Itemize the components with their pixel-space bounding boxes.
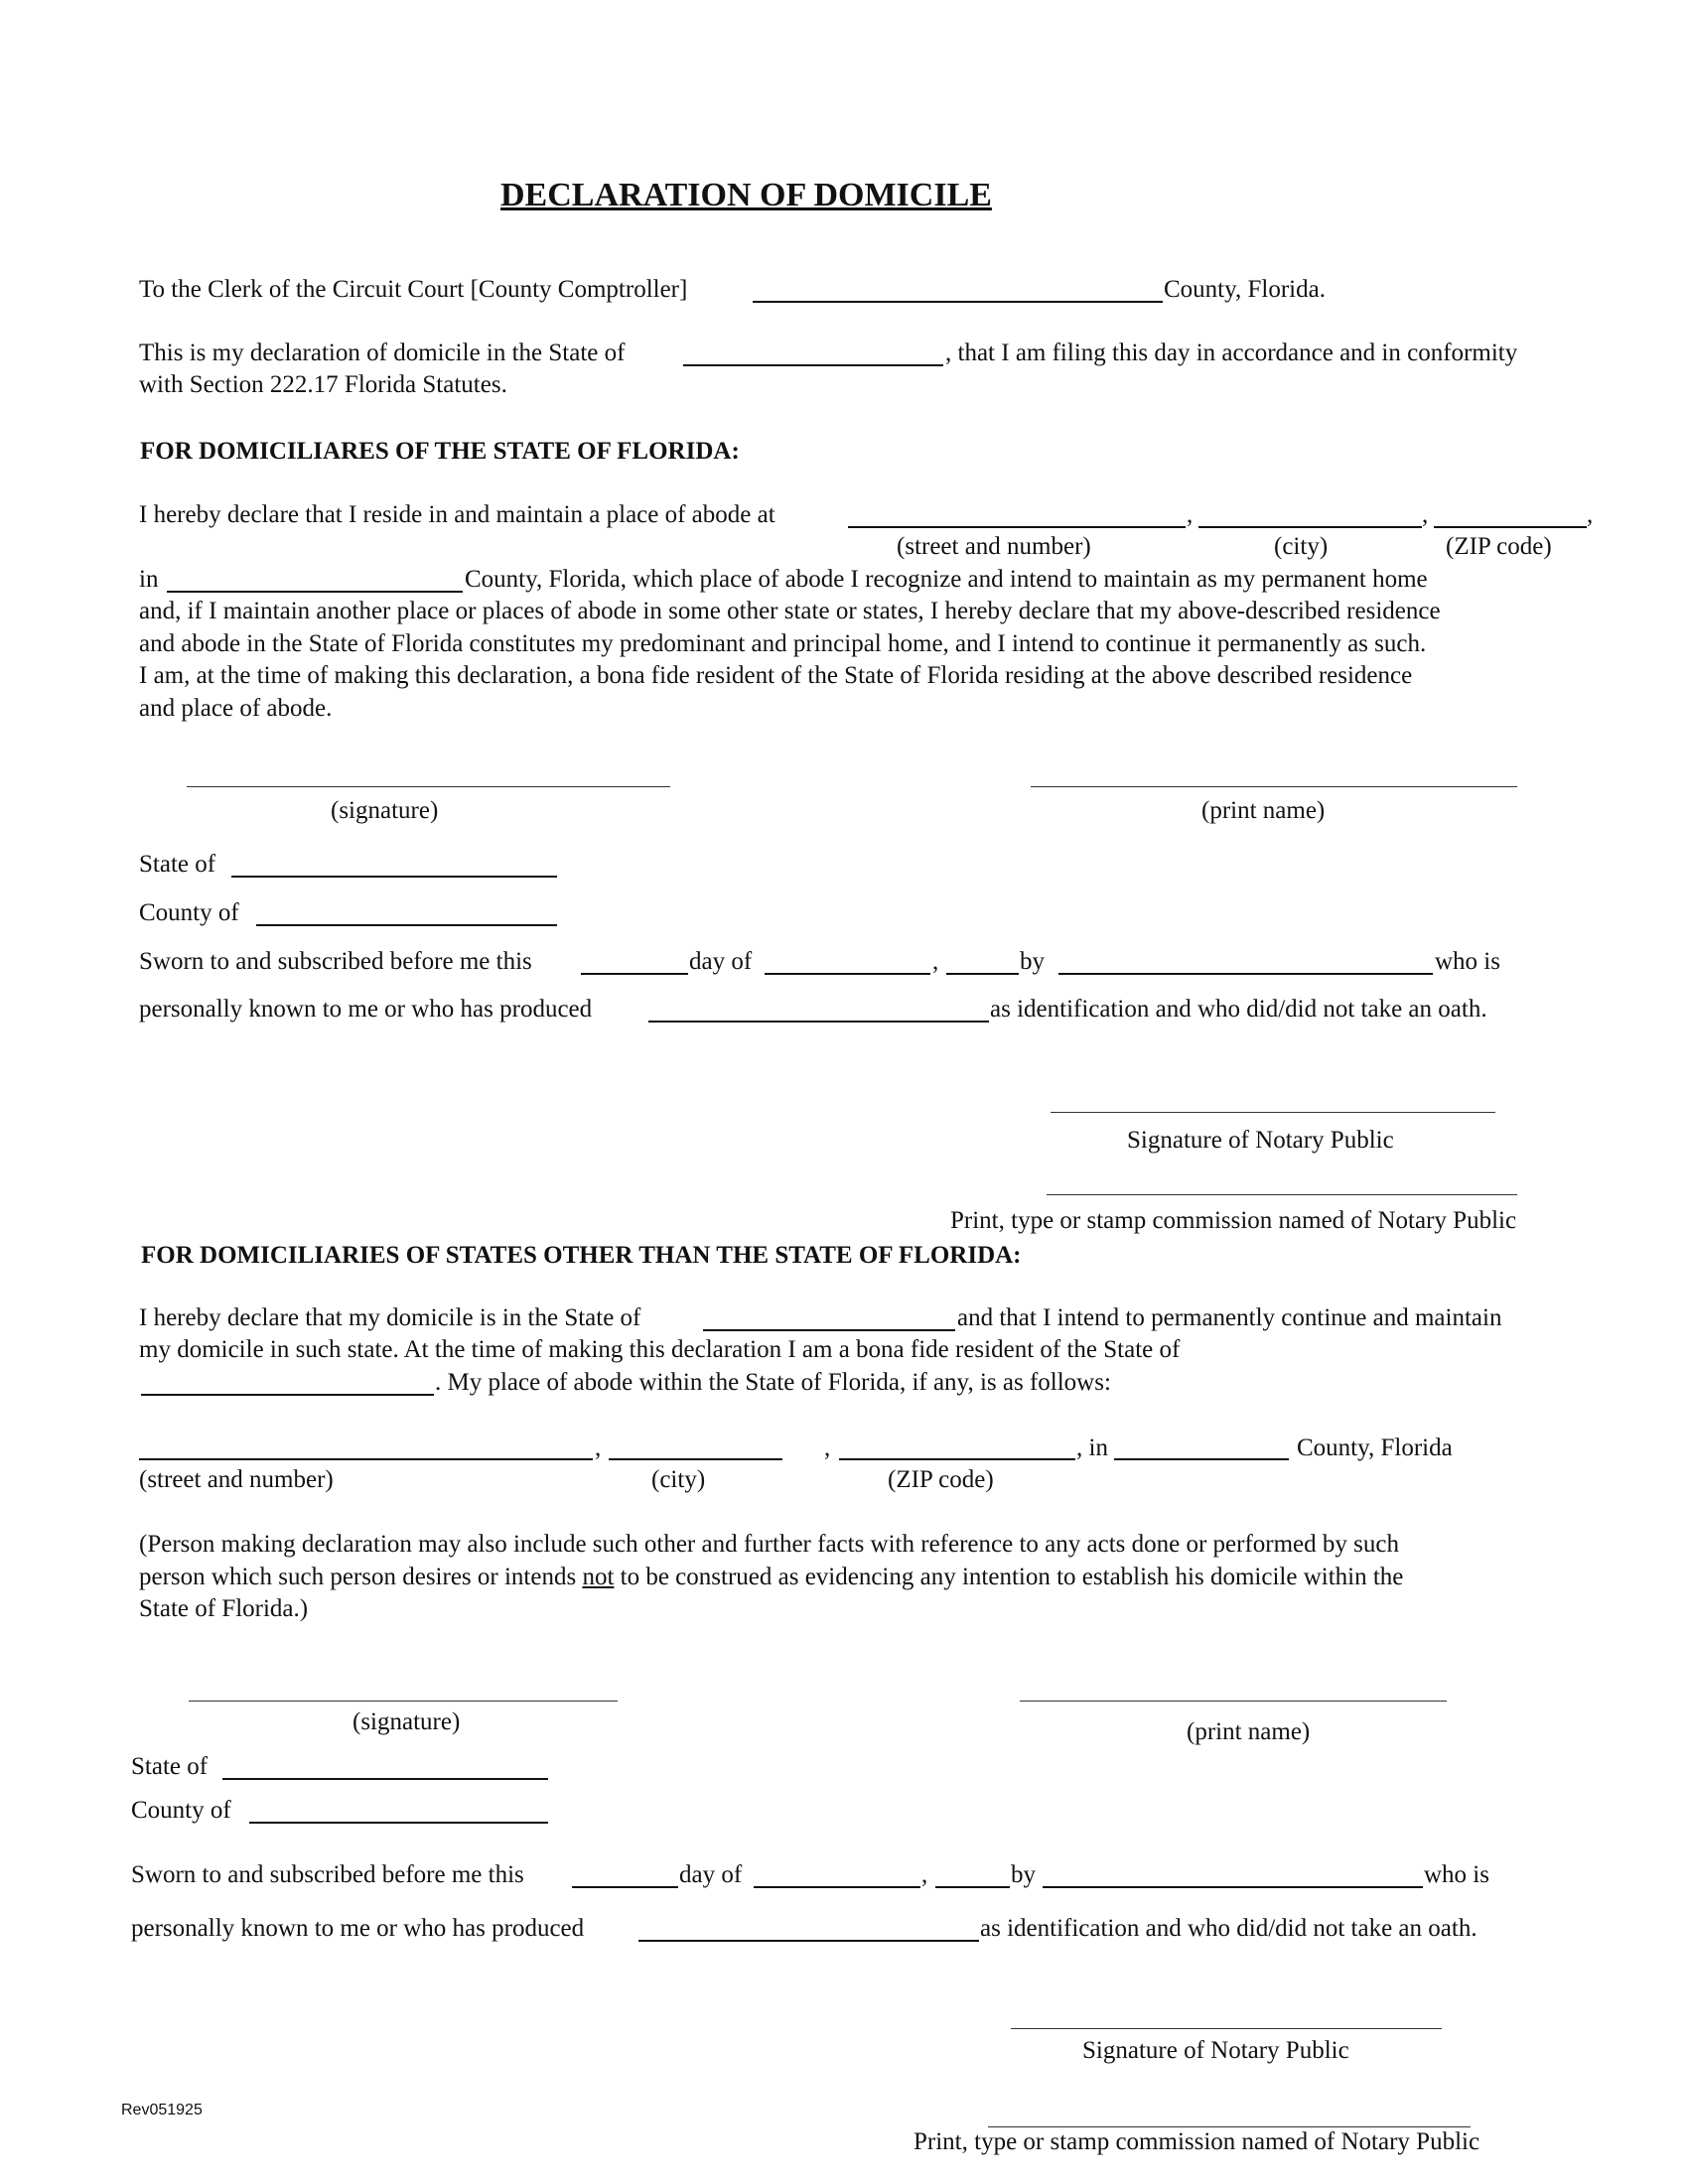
clerk-suffix: County, Florida. <box>1164 276 1326 303</box>
year-field[interactable] <box>946 973 1019 975</box>
by-name-field[interactable] <box>1058 973 1433 975</box>
other-zip-field[interactable] <box>839 1458 1075 1460</box>
in-word: , in <box>1076 1434 1108 1461</box>
comma: , <box>921 1861 928 1888</box>
comma: , <box>932 948 939 975</box>
caption-zip: (ZIP code) <box>1446 533 1552 560</box>
in-word: in <box>139 566 159 593</box>
state-of-field[interactable] <box>222 1778 548 1780</box>
signature-line[interactable] <box>187 786 670 787</box>
print-name-caption: (print name) <box>1187 1718 1311 1745</box>
paragraph-line: I am, at the time of making this declaration, a bona fide resident of the State of Florida residing at the above described residence <box>139 662 1413 689</box>
by-text: by <box>1011 1861 1036 1888</box>
paragraph-line: and, if I maintain another place or places of abode in some other state or states, I hereby declare that my above-described residence <box>139 598 1441 624</box>
note-line: (Person making declaration may also include such other and further facts with reference to any acts done or performed by such <box>139 1531 1399 1558</box>
day-of-text: day of <box>679 1861 743 1888</box>
print-name-line[interactable] <box>1020 1701 1447 1702</box>
county-florida-text: County, Florida <box>1297 1434 1453 1461</box>
caption-city: (city) <box>1274 533 1329 560</box>
signature-caption: (signature) <box>352 1708 461 1735</box>
county-of-label: County of <box>131 1797 231 1824</box>
fl-zip-field[interactable] <box>1434 526 1587 528</box>
notary-print-line[interactable] <box>1047 1194 1517 1195</box>
note-not-underlined: not <box>582 1564 615 1590</box>
other-resident-state-field[interactable] <box>141 1394 434 1396</box>
comma: , <box>1422 501 1429 528</box>
who-is-text: who is <box>1424 1861 1489 1888</box>
other-states-heading: FOR DOMICILIARIES OF STATES OTHER THAN THE STATE OF FLORIDA: <box>141 1242 1022 1269</box>
identification-field[interactable] <box>638 1940 979 1942</box>
florida-heading: FOR DOMICILIARES OF THE STATE OF FLORIDA: <box>140 438 740 465</box>
fl-street-field[interactable] <box>848 526 1186 528</box>
notary-print-caption: Print, type or stamp commission named of Notary Public <box>914 2128 1480 2155</box>
notary-signature-caption: Signature of Notary Public <box>1082 2037 1349 2064</box>
other-line-3: . My place of abode within the State of Florida, if any, is as follows: <box>435 1369 1111 1396</box>
county-of-label: County of <box>139 899 239 926</box>
county-of-field[interactable] <box>249 1822 548 1824</box>
other-county-field[interactable] <box>1114 1458 1289 1460</box>
declaration-line-2: with Section 222.17 Florida Statutes. <box>139 371 507 398</box>
declaration-prefix: This is my declaration of domicile in the State of <box>139 340 626 366</box>
notary-print-caption: Print, type or stamp commission named of Notary Public <box>950 1207 1517 1234</box>
caption-zip: (ZIP code) <box>888 1466 994 1493</box>
note-line <box>139 1565 1403 1589</box>
other-city-field[interactable] <box>609 1458 782 1460</box>
print-name-caption: (print name) <box>1201 797 1326 824</box>
other-line-1-suffix: and that I intend to permanently continue and maintain <box>957 1304 1502 1331</box>
abode-prefix: I hereby declare that I reside in and maintain a place of abode at <box>139 501 775 528</box>
county-name-field[interactable] <box>753 301 1163 303</box>
day-of-text: day of <box>689 948 753 975</box>
notary-print-line[interactable] <box>988 2126 1471 2127</box>
year-field[interactable] <box>935 1886 1010 1888</box>
print-name-line[interactable] <box>1031 786 1517 787</box>
note-text: person which such person desires or intends <box>139 1564 583 1590</box>
signature-caption: (signature) <box>331 797 439 824</box>
note-line: State of Florida.) <box>139 1595 309 1622</box>
day-field[interactable] <box>581 973 688 975</box>
caption-street: (street and number) <box>139 1466 334 1493</box>
other-line-1: I hereby declare that my domicile is in the State of <box>139 1304 641 1331</box>
other-street-field[interactable] <box>139 1458 593 1460</box>
county-suffix: County, Florida, which place of abode I recognize and intend to maintain as my permanent home <box>465 566 1428 593</box>
who-is-text: who is <box>1435 948 1500 975</box>
sworn-text: Sworn to and subscribed before me this <box>131 1861 524 1888</box>
notary-signature-line[interactable] <box>1011 2028 1442 2029</box>
produced-text: personally known to me or who has produced <box>131 1915 585 1942</box>
comma: , <box>595 1434 602 1461</box>
caption-street: (street and number) <box>897 533 1091 560</box>
identification-field[interactable] <box>648 1021 989 1023</box>
notary-signature-line[interactable] <box>1051 1112 1495 1113</box>
page-title: DECLARATION OF DOMICILE <box>500 177 992 213</box>
paragraph-line: and place of abode. <box>139 695 333 722</box>
comma: , <box>1587 501 1594 528</box>
declaration-state-field[interactable] <box>683 364 943 366</box>
note-text: to be construed as evidencing any intention to establish his domicile within the <box>614 1564 1404 1590</box>
by-text: by <box>1020 948 1045 975</box>
state-of-label: State of <box>131 1753 209 1780</box>
month-field[interactable] <box>765 973 930 975</box>
identification-suffix: as identification and who did/did not take an oath. <box>980 1915 1477 1942</box>
fl-city-field[interactable] <box>1198 526 1422 528</box>
paragraph-line: and abode in the State of Florida constitutes my predominant and principal home, and I intend to continue it permanently as such. <box>139 630 1427 657</box>
fl-county-field[interactable] <box>167 591 463 593</box>
county-of-field[interactable] <box>256 924 557 926</box>
declaration-suffix: , that I am filing this day in accordance and in conformity <box>945 340 1518 366</box>
other-state-field[interactable] <box>703 1329 955 1331</box>
notary-signature-caption: Signature of Notary Public <box>1127 1127 1394 1154</box>
clerk-label: To the Clerk of the Circuit Court [County Comptroller] <box>139 276 688 303</box>
signature-line[interactable] <box>189 1701 618 1702</box>
other-line-2: my domicile in such state. At the time of making this declaration I am a bona fide resident of the State of <box>139 1336 1181 1363</box>
state-of-field[interactable] <box>231 876 557 878</box>
by-name-field[interactable] <box>1043 1886 1423 1888</box>
comma: , <box>1187 501 1194 528</box>
day-field[interactable] <box>572 1886 678 1888</box>
revision-code: Rev051925 <box>121 2102 203 2118</box>
month-field[interactable] <box>754 1886 920 1888</box>
comma: , <box>824 1434 831 1461</box>
state-of-label: State of <box>139 851 216 878</box>
caption-city: (city) <box>651 1466 706 1493</box>
sworn-text: Sworn to and subscribed before me this <box>139 948 532 975</box>
identification-suffix: as identification and who did/did not take an oath. <box>990 996 1487 1023</box>
produced-text: personally known to me or who has produced <box>139 996 593 1023</box>
